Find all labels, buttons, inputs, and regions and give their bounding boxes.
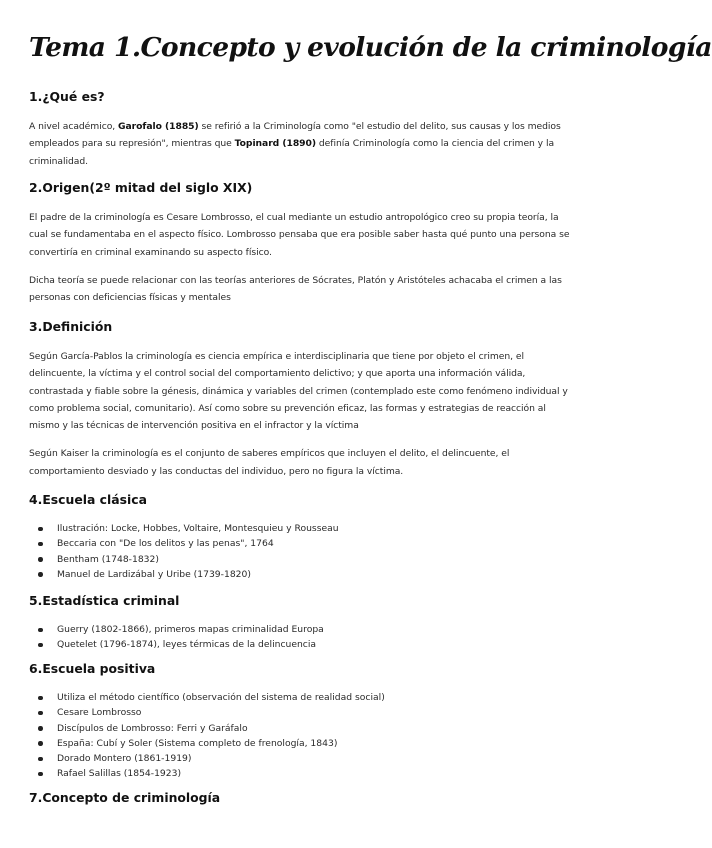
list-item	[38, 521, 574, 536]
list-item	[38, 721, 574, 736]
list-item-text: Rafael Salillas (1854-1923)	[57, 768, 182, 780]
section-que-es	[29, 88, 574, 170]
section-heading: 3.Definición	[29, 319, 113, 334]
list-item-text: Guerry (1802-1866), primeros mapas criminalidad Europa	[57, 624, 324, 635]
paragraph-text: se refirió a la Criminología como "el estudio del delito, sus causas y los medios empleados para su represión", mientras que	[29, 121, 561, 150]
list-item	[38, 751, 574, 766]
list-item	[38, 766, 574, 781]
section-definicion	[29, 318, 574, 480]
section-origen	[29, 179, 574, 306]
section-escuela-positiva	[29, 660, 574, 782]
list-item-text: Bentham (1748-1832)	[57, 553, 159, 565]
list-item-text: Manuel de Lardizábal y Uribe (1739-1820)	[57, 568, 251, 580]
section-heading: 1.¿Qué es?	[29, 89, 105, 104]
list-item	[38, 622, 574, 637]
bullet-list	[29, 622, 574, 653]
section-paragraph: Según Kaiser la criminología es el conjunto de saberes empíricos que incluyen el delito, el delincuente, el comportamiento desviado y las conductas del individuo, pero no figura la víctima.	[29, 448, 510, 477]
page-title: Tema 1.Concepto y evolución de la criminología	[29, 32, 712, 63]
list-item-text: Utiliza el método científico (observación del sistema de realidad social)	[57, 692, 385, 703]
section-escuela-clasica	[29, 491, 574, 582]
list-item-text: Discípulos de Lombrosso: Ferri y Garáfalo	[57, 722, 248, 734]
author-topinard: Topinard (1890)	[234, 138, 317, 150]
list-item	[38, 705, 574, 720]
section-heading: 6.Escuela positiva	[29, 661, 156, 676]
list-item-text: España: Cubí y Soler (Sistema completo de frenología, 1843)	[57, 737, 338, 749]
list-item-text: Dorado Montero (1861-1919)	[57, 753, 192, 765]
bullet-list	[29, 690, 574, 782]
author-garofalo: Garofalo (1885)	[118, 121, 199, 132]
section-heading: 5.Estadística criminal	[29, 593, 180, 608]
section-heading: 4.Escuela clásica	[29, 492, 147, 507]
list-item	[38, 690, 574, 705]
section-paragraph	[29, 118, 574, 170]
list-item	[38, 637, 574, 652]
list-item-text: Cesare Lombrosso	[57, 707, 142, 719]
bullet-list	[29, 521, 574, 582]
section-concepto-criminologia	[29, 789, 574, 806]
list-item	[38, 736, 574, 751]
list-item	[38, 536, 574, 551]
section-paragraph: Según García-Pablos la criminología es ciencia empírica e interdisciplinaria que tiene por objeto el crimen, el delincuente, la víctima y el control social del comportamiento delictivo; y que aporta una información válida, contrastada y fiable sobre la génesis, dinámica y variables del crimen (contemplado este como fenómeno individual y como problema social, comunitario). Así como sobre su prevención eficaz, las formas y estrategias de reacción al mismo y las técnicas de intervención positiva en el infractor y la víctima	[29, 351, 568, 432]
paragraph-text: definía Criminología como la ciencia del crimen y la criminalidad.	[29, 138, 555, 167]
section-heading: 2.Origen(2º mitad del siglo XIX)	[29, 180, 253, 195]
list-item-text: Beccaria con "De los delitos y las penas", 1764	[57, 538, 274, 550]
section-paragraph: El padre de la criminología es Cesare Lombrosso, el cual mediante un estudio antropológico creo su propia teoría, la cual se fundamentaba en el aspecto físico. Lombrosso pensaba que era posible saber hasta qué punto una persona se convertiría en criminal examinando su aspecto físico.	[29, 212, 570, 258]
list-item-text: Quetelet (1796-1874), leyes térmicas de la delincuencia	[57, 639, 317, 651]
section-heading: 7.Concepto de criminología	[29, 790, 221, 805]
paragraph-text: A nivel académico,	[29, 121, 119, 132]
list-item-text: Ilustración: Locke, Hobbes, Voltaire, Montesquieu y Rousseau	[57, 523, 339, 534]
section-estadistica-criminal	[29, 592, 574, 653]
list-item	[38, 567, 574, 582]
list-item	[38, 552, 574, 567]
section-paragraph: Dicha teoría se puede relacionar con las teorías anteriores de Sócrates, Platón y Aristóteles achacaba el crimen a las personas con deficiencias físicas y mentales	[29, 274, 562, 304]
